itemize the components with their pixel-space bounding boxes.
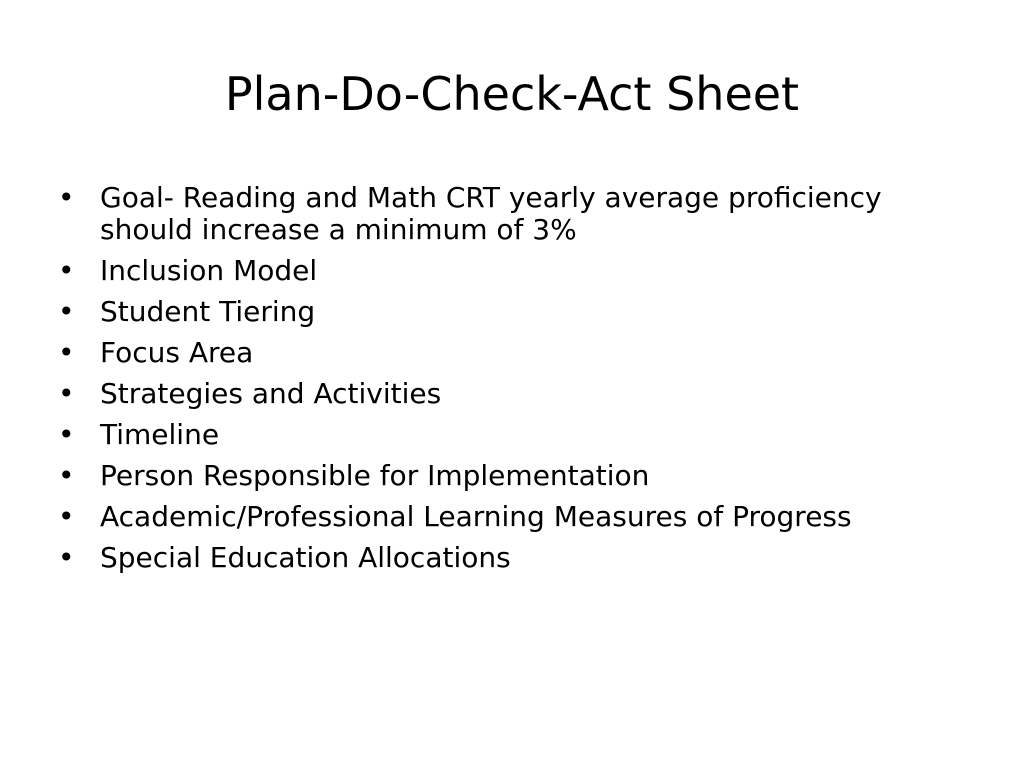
- bullet-icon: •: [58, 541, 75, 574]
- slide-title: Plan-Do-Check-Act Sheet: [224, 67, 800, 121]
- list-item-text: Timeline: [100, 418, 220, 451]
- bullet-list: [58, 182, 958, 583]
- list-item: [58, 255, 958, 287]
- list-item: [58, 460, 958, 492]
- list-item-text: Goal- Reading and Math CRT yearly average proficiency should increase a minimum of 3%: [100, 181, 882, 246]
- list-item: [58, 501, 958, 533]
- bullet-icon: •: [58, 377, 75, 410]
- list-item: [58, 337, 958, 369]
- list-item: [58, 542, 958, 574]
- list-item-text: Person Responsible for Implementation: [100, 459, 650, 492]
- bullet-icon: •: [58, 459, 75, 492]
- list-item-text: Strategies and Activities: [100, 377, 442, 410]
- bullet-icon: •: [58, 500, 75, 533]
- list-item-text: Student Tiering: [100, 295, 316, 328]
- list-item-text: Focus Area: [100, 336, 254, 369]
- list-item: [58, 378, 958, 410]
- list-item-text: Inclusion Model: [100, 254, 318, 287]
- list-item-text: Special Education Allocations: [100, 541, 511, 574]
- bullet-icon: •: [58, 418, 75, 451]
- bullet-icon: •: [58, 336, 75, 369]
- bullet-icon: •: [58, 295, 75, 328]
- bullet-icon: •: [58, 254, 75, 287]
- list-item-text: Academic/Professional Learning Measures of Progress: [100, 500, 852, 533]
- list-item: [58, 419, 958, 451]
- bullet-icon: •: [58, 181, 75, 214]
- list-item: [58, 296, 958, 328]
- list-item: [58, 182, 958, 246]
